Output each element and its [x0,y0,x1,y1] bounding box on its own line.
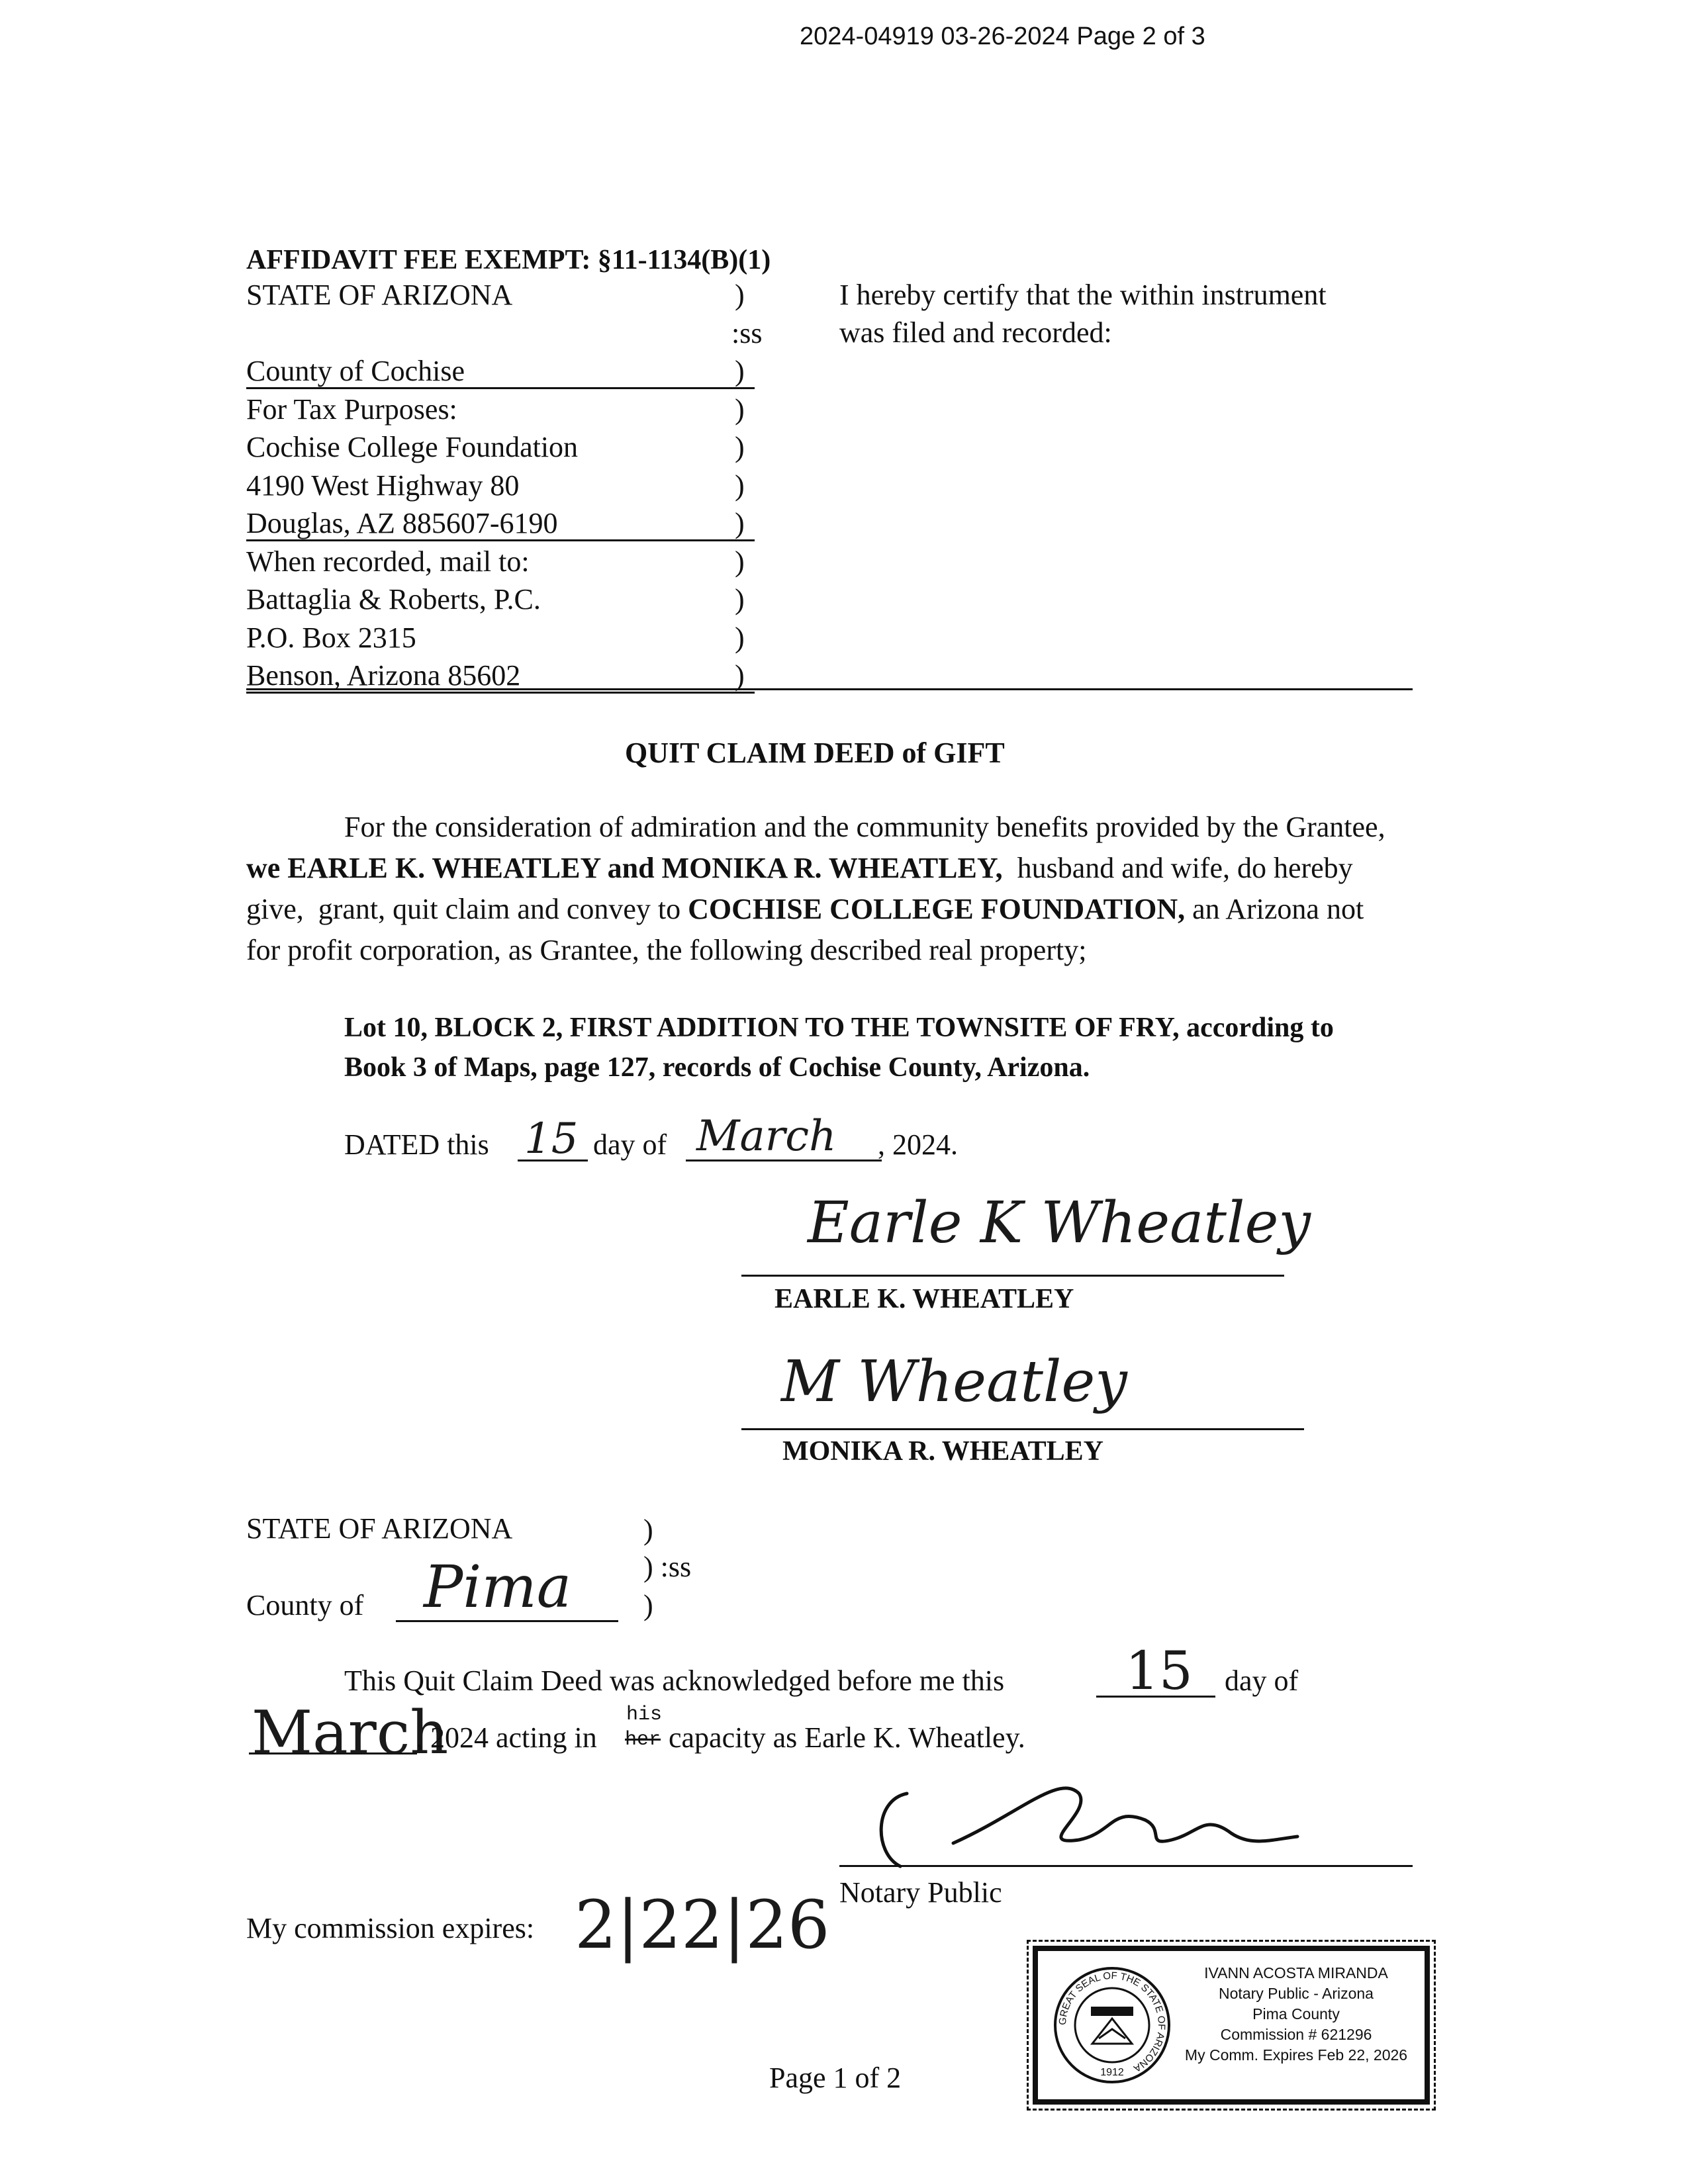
state-seal-icon [1053,1966,1172,2085]
seal-ring-text: GREAT SEAL OF THE STATE OF ARIZONA [1056,1970,1168,2074]
ack-line-2-rest: capacity as Earle K. Wheatley. [669,1721,1025,1754]
recording-area-rule [246,688,1413,690]
left-block-paren: ) [735,431,745,463]
notary-ss: ) :ss [643,1551,692,1583]
notary-signature-line [839,1865,1413,1867]
commission-label: My commission expires: [246,1912,535,1944]
notary-paren-1: ) [643,1514,653,1546]
notary-county-prefix: County of [246,1589,364,1621]
left-block-label: STATE OF ARIZONA [246,279,513,311]
consideration-line-3 [246,895,1364,924]
seal-year: 1912 [1100,2067,1124,2078]
left-block-label: Douglas, AZ 885607-6190 [246,507,558,539]
left-block-paren: ) [735,659,745,692]
dated-prefix: DATED this [344,1128,489,1161]
certify-line-2: was filed and recorded: [839,316,1112,349]
seal-notary-name: IVANN ACOSTA MIRANDA [1204,1964,1388,1981]
consideration-line-1: For the consideration of admiration and the community benefits provided by the Grantee, [344,811,1385,843]
ack-day-handwritten: 15 [1125,1640,1193,1702]
left-block-label: For Tax Purposes: [246,393,457,426]
left-block-paren: ) [735,355,745,387]
svg-text:GREAT SEAL OF THE STATE OF ARI [1057,1970,1167,2074]
monika-signature: M Wheatley [781,1349,1127,1415]
left-block-label: P.O. Box 2315 [246,621,416,654]
left-block-paren: ) [735,279,745,311]
affidavit-header: AFFIDAVIT FEE EXEMPT: §11-1134(B)(1) [246,245,771,275]
left-block-paren: ) [735,393,745,426]
page-footer: Page 1 of 2 [769,2062,902,2094]
ack-line-2: , 2024 acting in [416,1721,597,1754]
left-block-label: Benson, Arizona 85602 [246,659,521,692]
dated-mid: day of [593,1128,667,1161]
grantor-names: we EARLE K. WHEATLEY and MONIKA R. WHEATLEY, [246,852,1003,884]
ack-his-insert: his [626,1704,663,1726]
notary-county-handwritten: Pima [424,1553,572,1621]
left-block-underline [246,692,755,694]
left-block-label: Battaglia & Roberts, P.C. [246,583,541,615]
left-block-label: 4190 West Highway 80 [246,469,520,502]
notary-state: STATE OF ARIZONA [246,1512,513,1545]
left-block-label: County of Cochise [246,355,465,387]
consideration-line-4: for profit corporation, as Grantee, the following described real property; [246,934,1087,966]
dated-suffix: , 2024. [878,1128,958,1161]
grantee-name: COCHISE COLLEGE FOUNDATION, [688,893,1186,925]
left-block-underline [246,387,755,389]
left-block-label: Cochise College Foundation [246,431,579,463]
ack-prefix: This Quit Claim Deed was acknowledged before me this [344,1664,1005,1697]
recording-stamp: 2024-04919 03-26-2024 Page 2 of 3 [800,23,1205,50]
left-block-label: When recorded, mail to: [246,545,530,578]
seal-expiration: My Comm. Expires Feb 22, 2026 [1184,2046,1408,2064]
earle-name: EARLE K. WHEATLEY [774,1284,1074,1314]
notary-paren-3: ) [643,1589,653,1621]
left-block-underline [246,539,755,541]
deed-title: QUIT CLAIM DEED of GIFT [625,737,1005,769]
left-block-paren: :ss [731,317,763,349]
notary-label: Notary Public [839,1876,1002,1909]
seal-commission-number: Commission # 621296 [1220,2026,1372,2043]
seal-notary-title: Notary Public - Arizona [1219,1985,1374,2002]
left-block-paren: ) [735,507,745,539]
left-block-paren: ) [735,583,745,615]
commission-date-handwritten: 2|22|26 [575,1886,830,1964]
consideration-line-3-pre: give, grant, quit claim and convey to [246,893,688,925]
earle-signature: Earle K Wheatley [808,1190,1311,1256]
legal-description-line-1: Lot 10, BLOCK 2, FIRST ADDITION TO THE TOWNSITE OF FRY, according to [344,1013,1334,1043]
ack-month-handwritten: March [252,1698,449,1768]
left-block-paren: ) [735,469,745,502]
certify-line-1: I hereby certify that the within instrument [839,279,1327,311]
monika-name: MONIKA R. WHEATLEY [782,1436,1104,1467]
consideration-line-2 [246,854,1353,883]
ack-her-struck: her [625,1729,661,1751]
earle-signature-line [741,1275,1284,1277]
ack-suffix: day of [1225,1664,1299,1697]
seal-text-block [1167,1963,1425,2066]
dated-month-handwritten: March [696,1112,837,1161]
notary-seal-stamp [1033,1946,1430,2105]
dated-day-handwritten: 15 [524,1115,579,1163]
legal-description-line-2: Book 3 of Maps, page 127, records of Cochise County, Arizona. [344,1052,1090,1083]
consideration-line-3-post: an Arizona not [1185,893,1364,925]
consideration-line-2-rest: husband and wife, do hereby [1002,852,1353,884]
monika-signature-line [741,1428,1304,1430]
left-block-paren: ) [735,545,745,578]
left-block-paren: ) [735,621,745,654]
seal-county: Pima County [1252,2005,1340,2023]
